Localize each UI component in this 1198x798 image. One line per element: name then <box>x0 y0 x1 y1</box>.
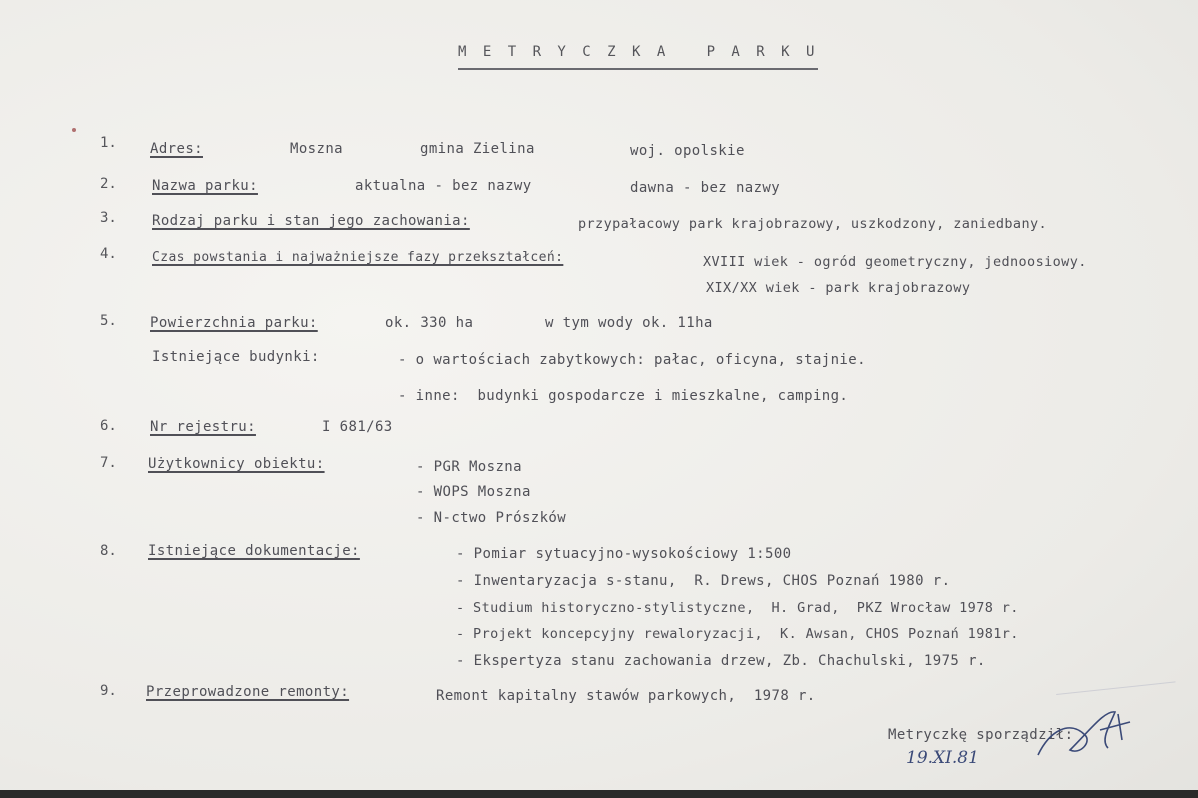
item-5-other-buildings: - inne: budynki gospodarcze i mieszkalne, camping. <box>398 388 849 404</box>
item-number-2: 2. <box>100 176 117 192</box>
prepared-by-label: Metryczkę sporządził: <box>888 727 1074 743</box>
item-8-doc-1: - Pomiar sytuacyjno-wysokościowy 1:500 <box>456 546 792 562</box>
item-2-label: Nazwa parku: <box>152 178 258 194</box>
item-7-user-2: - WOPS Moszna <box>416 484 531 500</box>
item-2-current: aktualna - bez nazwy <box>355 178 532 194</box>
item-8-doc-4: - Projekt koncepcyjny rewaloryzacji, K. Awsan, CHOS Poznań 1981r. <box>456 626 1019 642</box>
item-number-9: 9. <box>100 683 117 699</box>
item-number-3: 3. <box>100 210 117 226</box>
item-9-value: Remont kapitalny stawów parkowych, 1978 r. <box>436 688 816 704</box>
item-6-label: Nr rejestru: <box>150 419 256 435</box>
item-number-4: 4. <box>100 246 117 262</box>
faded-stamp <box>1036 680 1194 775</box>
item-7-label: Użytkownicy obiektu: <box>148 456 325 472</box>
item-number-8: 8. <box>100 543 117 559</box>
item-1-woj: woj. opolskie <box>630 143 745 159</box>
item-3-value: przypałacowy park krajobrazowy, uszkodzony, zaniedbany. <box>578 216 1048 232</box>
item-9-label: Przeprowadzone remonty: <box>146 684 350 700</box>
paper-speck <box>72 128 76 132</box>
item-number-7: 7. <box>100 455 117 471</box>
handwritten-date: 19.XI.81 <box>906 748 979 768</box>
item-1-place: Mosznа <box>290 141 343 157</box>
item-5-label: Powierzchnia parku: <box>150 315 318 331</box>
item-7-user-3: - N-ctwo Prószków <box>416 510 567 526</box>
item-4-value: XVIII wiek - ogród geometryczny, jednoosiowy. <box>703 254 1087 270</box>
item-8-label: Istniejące dokumentacje: <box>148 543 360 559</box>
item-6-value: I 681/63 <box>322 419 393 435</box>
item-8-doc-3: - Studium historyczno-stylistyczne, H. Grad, PKZ Wrocław 1978 r. <box>456 600 1019 616</box>
item-2-former: dawna - bez nazwy <box>630 180 781 196</box>
item-number-5: 5. <box>100 313 117 329</box>
item-3-label: Rodzaj parku i stan jego zachowania: <box>152 213 470 229</box>
item-1-label: Adres: <box>150 141 203 157</box>
item-number-1: 1. <box>100 135 117 151</box>
item-8-doc-2: - Inwentaryzacja s-stanu, R. Drews, CHOS Poznań 1980 r. <box>456 573 951 589</box>
item-1-gmina: gmina Zielina <box>420 141 535 157</box>
item-5-buildings-label: Istniejące budynki: <box>152 349 320 365</box>
document-title: M E T R Y C Z K A P A R K U <box>458 44 818 70</box>
item-8-doc-5: - Ekspertyza stanu zachowania drzew, Zb. Chachulski, 1975 r. <box>456 653 986 669</box>
item-4-value2: XIX/XX wiek - park krajobrazowy <box>706 280 971 296</box>
item-5-area: ok. 330 ha <box>385 315 474 331</box>
item-5-water: w tym wody ok. 11ha <box>545 315 713 331</box>
item-4-label: Czas powstania i najważniejsze fazy przekształceń: <box>152 250 564 265</box>
item-number-6: 6. <box>100 418 117 434</box>
scan-edge <box>0 790 1198 798</box>
item-7-user-1: - PGR Moszna <box>416 459 522 475</box>
item-5-historic-buildings: - o wartościach zabytkowych: pałac, oficyna, stajnie. <box>398 352 866 368</box>
